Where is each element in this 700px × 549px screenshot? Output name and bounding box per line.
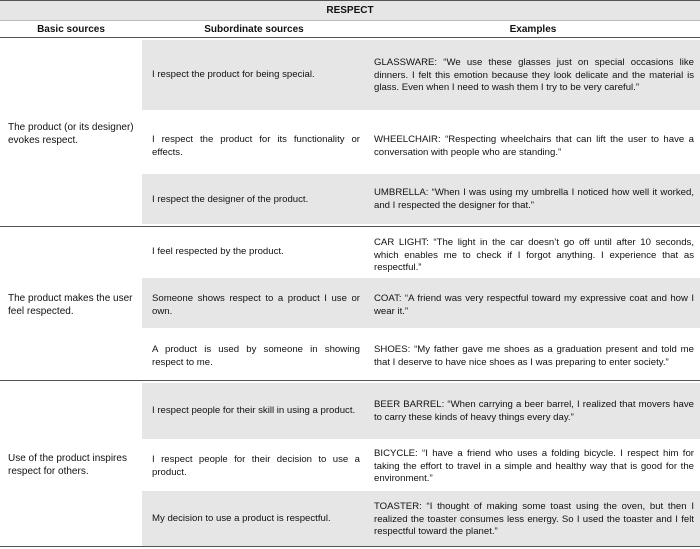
subordinate-source-cell: I respect the product for its functionality or effects.	[152, 134, 360, 158]
table-row	[142, 174, 700, 224]
example-cell: SHOES: “My father gave me shoes as a graduation present and told me that I deserve to have nice shoes as I was preparing to enter society.”	[374, 344, 694, 368]
example-cell: BICYCLE: “I have a friend who uses a folding bicycle. I respect him for taking the effort to travel in a simple and healthy way that is good for the environment.”	[374, 448, 694, 484]
subordinate-source-cell: Someone shows respect to a product I use or own.	[152, 293, 360, 317]
header-examples: Examples	[509, 24, 557, 35]
table-row	[142, 383, 700, 439]
subordinate-source-cell: I feel respected by the product.	[152, 246, 284, 257]
subordinate-source-cell: My decision to use a product is respectful.	[152, 513, 331, 524]
subordinate-source-cell: I respect people for their decision to use a product.	[152, 454, 360, 478]
table-title-text: RESPECT	[326, 5, 374, 16]
header-row	[0, 21, 700, 38]
subordinate-source-cell: I respect people for their skill in using a product.	[152, 405, 356, 416]
table-row	[142, 439, 700, 491]
subordinate-source-cell: I respect the product for being special.	[152, 69, 315, 80]
table-row	[142, 278, 700, 328]
example-cell: BEER BARREL: “When carrying a beer barrel, I realized that movers have to carry these kinds of heavy things every day.”	[374, 399, 694, 423]
example-cell: UMBRELLA: “When I was using my umbrella I noticed how well it worked, and I respected the designer for that.”	[374, 187, 694, 211]
group-evokes-respect	[0, 38, 700, 224]
bottom-rule	[0, 546, 700, 547]
table-row	[142, 40, 700, 110]
example-cell: GLASSWARE: “We use these glasses just on special occasions like dinners. I felt this emotion because they look delicate and the material is glass. Even when I need to wash them I try to be very careful.”	[374, 57, 694, 93]
group-inspires-respect-for-others	[0, 380, 700, 546]
header-subordinate-sources: Subordinate sources	[204, 24, 304, 35]
basic-source-cell: Use of the product inspires respect for others.	[8, 453, 127, 477]
example-cell: COAT: “A friend was very respectful toward my expressive coat and how I wear it.”	[374, 293, 694, 317]
table-row	[142, 227, 700, 278]
example-cell: CAR LIGHT: “The light in the car doesn’t go off until after 10 seconds, which enables me to check if I forgot anything. I experience that as respectful.”	[374, 237, 694, 273]
basic-source-cell: The product (or its designer) evokes respect.	[8, 122, 134, 146]
subordinate-source-cell: A product is used by someone in showing respect to me.	[152, 344, 360, 368]
subordinate-source-cell: I respect the designer of the product.	[152, 194, 309, 205]
example-cell: WHEELCHAIR: “Respecting wheelchairs that can lift the user to have a conversation with people who are standing.”	[374, 134, 694, 158]
table-title	[0, 0, 700, 21]
basic-source-cell: The product makes the user feel respected.	[8, 293, 133, 317]
table-row	[142, 491, 700, 547]
example-cell: TOASTER: “I thought of making some toast using the oven, but then I realized the toaster consumes less energy. So I used the toaster and I felt respectful toward the planet.”	[374, 501, 694, 537]
header-basic-sources: Basic sources	[37, 24, 105, 35]
group-makes-user-feel-respected	[0, 226, 700, 379]
table-row	[142, 328, 700, 380]
table-row	[142, 110, 700, 174]
